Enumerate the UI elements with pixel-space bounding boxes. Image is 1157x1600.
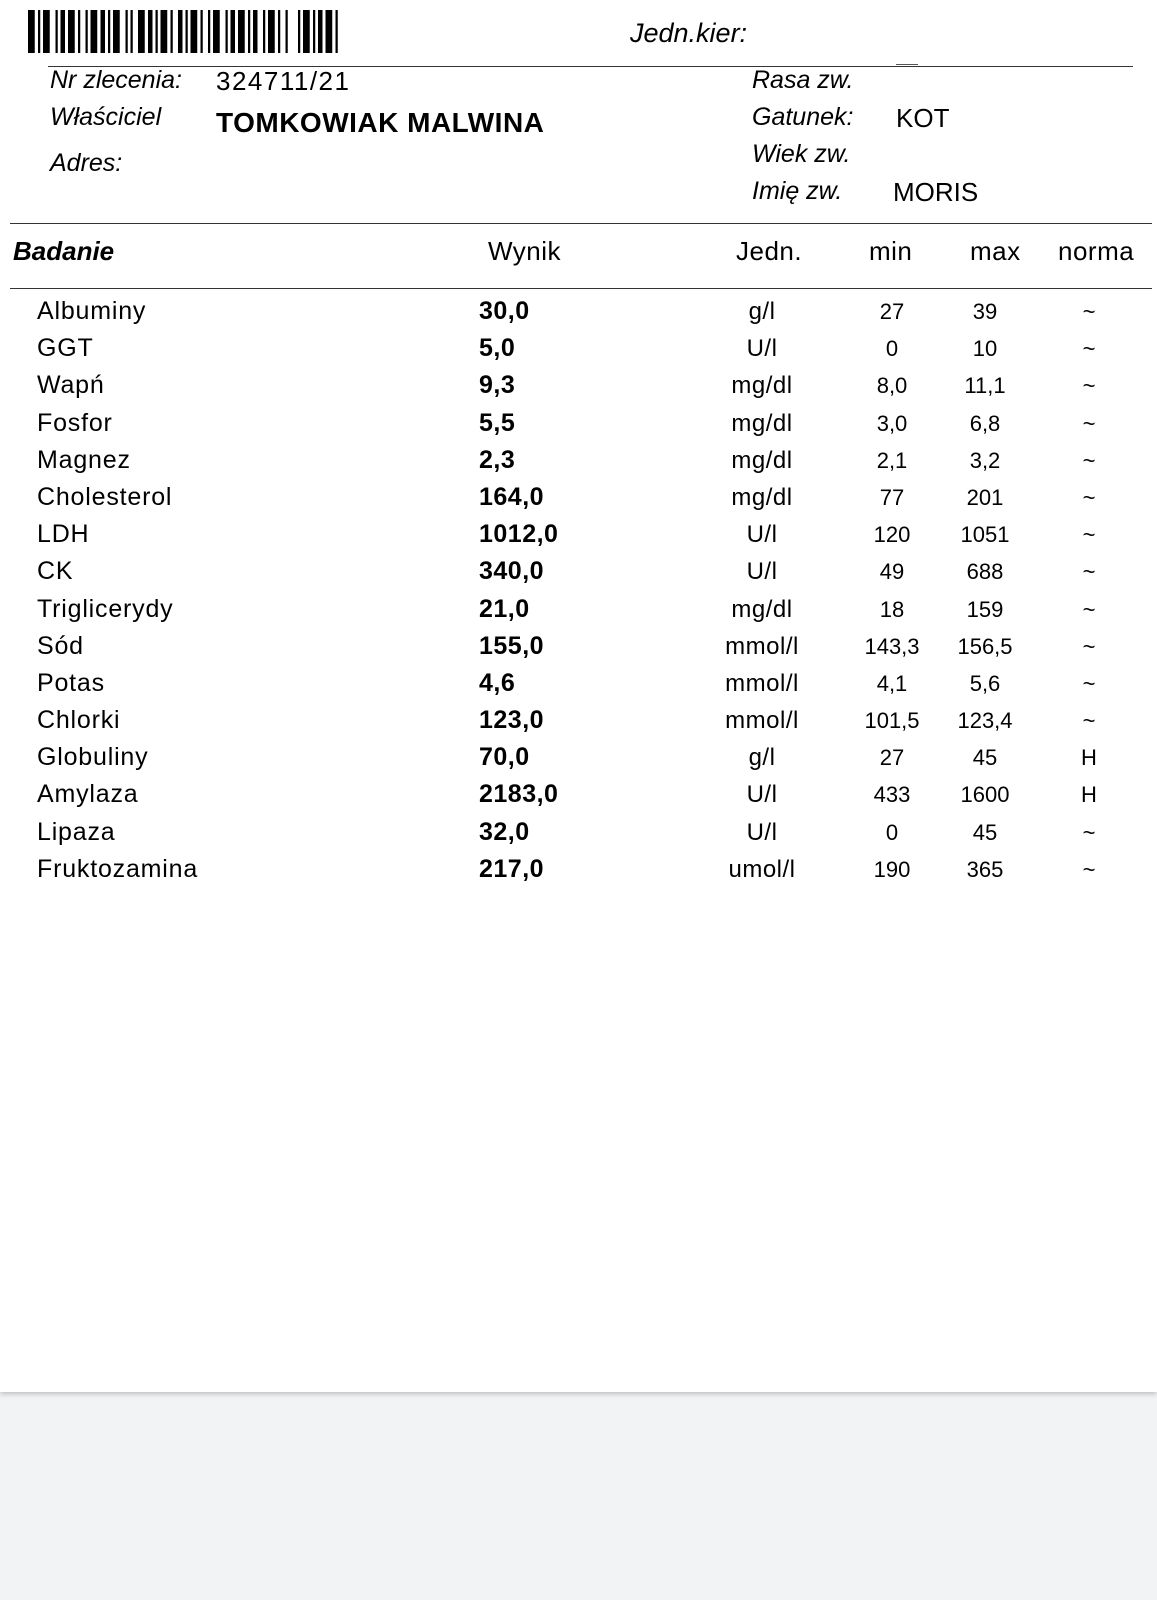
test-unit: U/l [746, 558, 778, 586]
test-max: 10 [972, 336, 998, 362]
rasa-label: Rasa zw. [752, 66, 854, 94]
test-max: 688 [966, 559, 1004, 585]
test-result: 9,3 [479, 371, 516, 400]
header-rule-top [48, 66, 1133, 67]
test-unit: U/l [746, 335, 778, 363]
table-rule-header [10, 288, 1152, 289]
test-unit: g/l [748, 744, 776, 772]
test-result: 5,0 [479, 334, 516, 363]
test-max: 45 [972, 745, 998, 771]
table-row [0, 479, 1157, 516]
test-max: 45 [972, 819, 998, 845]
test-max: 201 [966, 484, 1004, 510]
table-row [0, 516, 1157, 553]
col-header-min: min [869, 236, 913, 266]
table-row [0, 367, 1157, 404]
table-row [0, 628, 1157, 665]
col-header-jedn: Jedn. [736, 236, 803, 266]
test-result: 70,0 [479, 743, 530, 772]
rasa-mark [896, 64, 918, 65]
test-unit: U/l [746, 818, 778, 846]
table-row [0, 553, 1157, 590]
test-norm: ~ [1082, 336, 1096, 362]
test-norm: ~ [1082, 596, 1096, 622]
table-row [0, 405, 1157, 442]
test-name: Fruktozamina [37, 854, 199, 883]
test-unit: mmol/l [725, 669, 799, 697]
test-norm: ~ [1082, 484, 1096, 510]
table-rule-top [10, 223, 1152, 224]
test-min: 77 [879, 484, 905, 510]
test-name: Cholesterol [37, 482, 173, 511]
wlasciciel-label: Właściciel [50, 103, 162, 131]
adres-label: Adres: [50, 149, 123, 177]
test-norm: ~ [1082, 708, 1096, 734]
imie-value: MORIS [893, 177, 979, 207]
test-max: 156,5 [957, 633, 1013, 659]
test-unit: mg/dl [731, 446, 793, 474]
test-unit: mmol/l [725, 632, 799, 660]
test-max: 159 [966, 596, 1004, 622]
test-norm: ~ [1082, 522, 1096, 548]
test-min: 120 [873, 522, 911, 548]
gatunek-value: KOT [896, 103, 950, 133]
test-result: 217,0 [479, 854, 545, 883]
test-unit: U/l [746, 781, 778, 809]
col-header-wynik: Wynik [488, 236, 562, 266]
table-row [0, 739, 1157, 776]
test-norm: ~ [1082, 559, 1096, 585]
test-max: 5,6 [969, 670, 1001, 696]
test-norm: ~ [1082, 410, 1096, 436]
test-min: 143,3 [864, 633, 920, 659]
test-min: 8,0 [876, 373, 908, 399]
test-name: Chlorki [37, 706, 121, 735]
gatunek-label: Gatunek: [752, 103, 854, 131]
jedn-kier-label: Jedn.kier: [630, 18, 748, 48]
test-result: 2,3 [479, 445, 516, 474]
test-unit: mmol/l [725, 707, 799, 735]
test-name: Magnez [37, 445, 131, 474]
test-unit: mg/dl [731, 595, 793, 623]
table-row [0, 776, 1157, 813]
test-min: 18 [879, 596, 905, 622]
test-name: Potas [37, 668, 105, 697]
test-min: 190 [873, 856, 911, 882]
test-name: Fosfor [37, 408, 113, 437]
test-result: 5,5 [479, 408, 516, 437]
table-row [0, 293, 1157, 330]
test-result: 2183,0 [479, 780, 559, 809]
test-name: Albuminy [37, 297, 147, 325]
table-row [0, 442, 1157, 479]
test-result: 32,0 [479, 817, 530, 846]
col-header-max: max [970, 236, 1021, 266]
results-table-body [0, 293, 1157, 888]
test-name: Triglicerydy [37, 594, 174, 623]
test-min: 3,0 [876, 410, 908, 436]
test-name: Lipaza [37, 817, 116, 846]
test-unit: mg/dl [731, 409, 793, 437]
table-row [0, 851, 1157, 888]
test-max: 365 [966, 856, 1004, 882]
table-row [0, 330, 1157, 367]
nr-zlecenia-label: Nr zlecenia: [50, 66, 182, 94]
test-min: 0 [885, 336, 899, 362]
table-row [0, 665, 1157, 702]
test-unit: umol/l [728, 855, 796, 883]
test-result: 21,0 [479, 594, 530, 623]
imie-label: Imię zw. [752, 177, 843, 205]
test-norm: ~ [1082, 633, 1096, 659]
test-name: Wapń [37, 371, 105, 400]
test-unit: g/l [748, 298, 776, 325]
wiek-label: Wiek zw. [752, 140, 851, 168]
wlasciciel-value: TOMKOWIAK MALWINA [216, 107, 545, 138]
test-name: Globuliny [37, 743, 149, 772]
test-norm: ~ [1082, 447, 1096, 473]
test-max: 6,8 [969, 410, 1001, 436]
test-norm: ~ [1082, 670, 1096, 696]
test-min: 27 [879, 299, 905, 324]
test-norm: ~ [1082, 299, 1096, 324]
test-result: 155,0 [479, 631, 545, 660]
test-result: 30,0 [479, 297, 530, 325]
test-max: 1051 [960, 522, 1010, 548]
test-unit: U/l [746, 521, 778, 549]
test-name: Sód [37, 631, 84, 660]
table-row [0, 814, 1157, 851]
test-min: 433 [873, 782, 911, 808]
test-norm: H [1081, 782, 1097, 808]
test-norm: H [1081, 745, 1097, 771]
test-max: 39 [972, 299, 998, 324]
test-min: 101,5 [864, 708, 920, 734]
test-max: 3,2 [969, 447, 1001, 473]
test-result: 123,0 [479, 706, 545, 735]
test-result: 164,0 [479, 482, 545, 511]
test-name: CK [37, 557, 74, 586]
test-min: 27 [879, 745, 905, 771]
test-name: LDH [37, 520, 90, 549]
test-result: 340,0 [479, 557, 545, 586]
test-norm: ~ [1082, 373, 1096, 399]
test-name: GGT [37, 334, 94, 363]
test-name: Amylaza [37, 780, 139, 809]
test-max: 11,1 [964, 373, 1006, 399]
test-min: 4,1 [876, 670, 908, 696]
test-norm: ~ [1082, 856, 1096, 882]
test-min: 0 [885, 819, 899, 845]
col-header-norma: norma [1058, 236, 1135, 266]
col-header-badanie: Badanie [13, 236, 115, 266]
test-norm: ~ [1082, 819, 1096, 845]
table-row [0, 702, 1157, 739]
test-min: 49 [879, 559, 905, 585]
test-unit: mg/dl [731, 483, 793, 511]
barcode-image [28, 10, 343, 53]
nr-zlecenia-value: 324711/21 [216, 66, 351, 96]
test-max: 1600 [960, 782, 1010, 808]
test-min: 2,1 [876, 447, 908, 473]
test-result: 4,6 [479, 668, 516, 697]
table-row [0, 591, 1157, 628]
test-max: 123,4 [957, 708, 1013, 734]
test-result: 1012,0 [479, 520, 559, 549]
test-unit: mg/dl [731, 372, 793, 400]
